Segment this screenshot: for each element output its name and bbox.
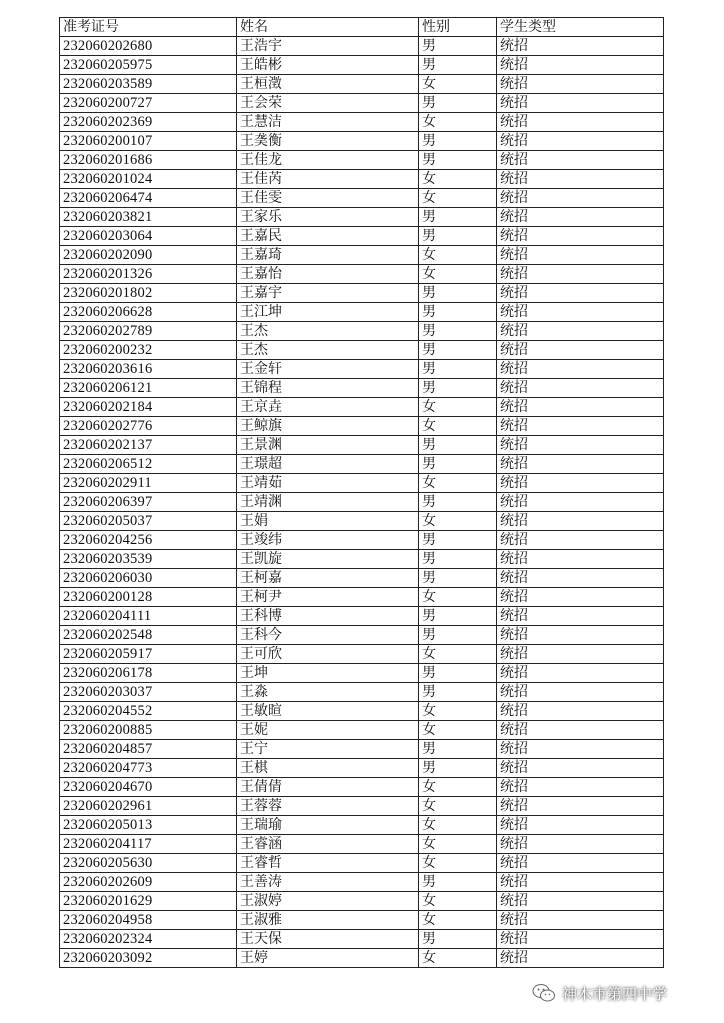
name-cell: 王宁 [237, 740, 419, 759]
gender-cell: 女 [419, 949, 497, 968]
student-type-cell: 统招 [497, 626, 664, 645]
student-type-cell: 统招 [497, 455, 664, 474]
name-cell: 王景渊 [237, 436, 419, 455]
gender-cell: 女 [419, 588, 497, 607]
exam-id-cell: 232060205917 [60, 645, 237, 664]
gender-cell: 男 [419, 759, 497, 778]
gender-cell: 女 [419, 398, 497, 417]
gender-cell: 女 [419, 189, 497, 208]
exam-id-cell: 232060203821 [60, 208, 237, 227]
table-row [60, 360, 664, 379]
table-row [60, 56, 664, 75]
gender-cell: 女 [419, 892, 497, 911]
table-row [60, 284, 664, 303]
table-row [60, 683, 664, 702]
student-type-cell: 统招 [497, 816, 664, 835]
name-cell: 王嘉宇 [237, 284, 419, 303]
student-type-cell: 统招 [497, 873, 664, 892]
name-cell: 王䶮衡 [237, 132, 419, 151]
name-cell: 王家乐 [237, 208, 419, 227]
name-cell: 王妮 [237, 721, 419, 740]
table-row [60, 303, 664, 322]
name-cell: 王竣纬 [237, 531, 419, 550]
table-row [60, 208, 664, 227]
gender-cell: 男 [419, 360, 497, 379]
student-type-cell: 统招 [497, 550, 664, 569]
name-cell: 王淼 [237, 683, 419, 702]
name-cell: 王坤 [237, 664, 419, 683]
exam-id-cell: 232060202789 [60, 322, 237, 341]
student-type-cell: 统招 [497, 246, 664, 265]
name-cell: 王会荣 [237, 94, 419, 113]
gender-cell: 女 [419, 246, 497, 265]
name-cell: 王金轩 [237, 360, 419, 379]
exam-id-cell: 232060206512 [60, 455, 237, 474]
gender-cell: 男 [419, 607, 497, 626]
gender-cell: 男 [419, 132, 497, 151]
gender-cell: 男 [419, 341, 497, 360]
exam-id-cell: 232060202184 [60, 398, 237, 417]
exam-id-cell: 232060206030 [60, 569, 237, 588]
exam-id-cell: 232060202369 [60, 113, 237, 132]
exam-id-cell: 232060203092 [60, 949, 237, 968]
student-type-cell: 统招 [497, 151, 664, 170]
name-cell: 王倩倩 [237, 778, 419, 797]
student-type-cell: 统招 [497, 474, 664, 493]
exam-id-cell: 232060200107 [60, 132, 237, 151]
watermark [532, 980, 667, 1006]
exam-id-cell: 232060203616 [60, 360, 237, 379]
gender-cell: 女 [419, 113, 497, 132]
table-row [60, 37, 664, 56]
student-type-cell: 统招 [497, 56, 664, 75]
table-row [60, 227, 664, 246]
exam-id-cell: 232060200232 [60, 341, 237, 360]
student-type-cell: 统招 [497, 303, 664, 322]
student-type-cell: 统招 [497, 94, 664, 113]
table-row [60, 626, 664, 645]
gender-cell: 男 [419, 322, 497, 341]
student-type-cell: 统招 [497, 189, 664, 208]
table-row [60, 436, 664, 455]
name-cell: 王科今 [237, 626, 419, 645]
student-type-cell: 统招 [497, 778, 664, 797]
name-cell: 王棋 [237, 759, 419, 778]
name-cell: 王瑞瑜 [237, 816, 419, 835]
gender-cell: 女 [419, 75, 497, 94]
header-exam-id: 准考证号 [60, 18, 237, 37]
table-row [60, 930, 664, 949]
table-row [60, 797, 664, 816]
name-cell: 王凯旋 [237, 550, 419, 569]
exam-id-cell: 232060201802 [60, 284, 237, 303]
student-type-cell: 统招 [497, 417, 664, 436]
exam-id-cell: 232060200128 [60, 588, 237, 607]
exam-id-cell: 232060202680 [60, 37, 237, 56]
student-type-cell: 统招 [497, 170, 664, 189]
table-row [60, 873, 664, 892]
exam-id-cell: 232060202324 [60, 930, 237, 949]
exam-id-cell: 232060203539 [60, 550, 237, 569]
student-type-cell: 统招 [497, 949, 664, 968]
student-type-cell: 统招 [497, 208, 664, 227]
exam-id-cell: 232060202548 [60, 626, 237, 645]
gender-cell: 女 [419, 854, 497, 873]
student-type-cell: 统招 [497, 322, 664, 341]
gender-cell: 男 [419, 740, 497, 759]
gender-cell: 女 [419, 265, 497, 284]
name-cell: 王睿涵 [237, 835, 419, 854]
table-row [60, 455, 664, 474]
name-cell: 王江坤 [237, 303, 419, 322]
name-cell: 王淑雅 [237, 911, 419, 930]
name-cell: 王杰 [237, 322, 419, 341]
table-row [60, 550, 664, 569]
student-type-cell: 统招 [497, 436, 664, 455]
gender-cell: 男 [419, 569, 497, 588]
name-cell: 王皓彬 [237, 56, 419, 75]
table-body [60, 37, 664, 968]
gender-cell: 女 [419, 512, 497, 531]
student-type-cell: 统招 [497, 607, 664, 626]
table-row [60, 721, 664, 740]
exam-id-cell: 232060204958 [60, 911, 237, 930]
gender-cell: 男 [419, 664, 497, 683]
exam-id-cell: 232060202137 [60, 436, 237, 455]
gender-cell: 男 [419, 930, 497, 949]
table-row [60, 778, 664, 797]
exam-id-cell: 232060205037 [60, 512, 237, 531]
exam-id-cell: 232060201326 [60, 265, 237, 284]
student-roster-table [59, 17, 664, 968]
student-type-cell: 统招 [497, 341, 664, 360]
student-type-cell: 统招 [497, 113, 664, 132]
gender-cell: 男 [419, 94, 497, 113]
name-cell: 王嘉琦 [237, 246, 419, 265]
exam-id-cell: 232060202911 [60, 474, 237, 493]
student-type-cell: 统招 [497, 588, 664, 607]
gender-cell: 女 [419, 702, 497, 721]
table-row [60, 132, 664, 151]
gender-cell: 女 [419, 816, 497, 835]
exam-id-cell: 232060205013 [60, 816, 237, 835]
name-cell: 王天保 [237, 930, 419, 949]
table-row [60, 94, 664, 113]
student-type-cell: 统招 [497, 284, 664, 303]
student-type-cell: 统招 [497, 360, 664, 379]
name-cell: 王慧洁 [237, 113, 419, 132]
gender-cell: 男 [419, 455, 497, 474]
exam-id-cell: 232060205975 [60, 56, 237, 75]
student-type-cell: 统招 [497, 721, 664, 740]
table-row [60, 949, 664, 968]
exam-id-cell: 232060200885 [60, 721, 237, 740]
exam-id-cell: 232060204552 [60, 702, 237, 721]
gender-cell: 女 [419, 721, 497, 740]
table-row [60, 645, 664, 664]
name-cell: 王佳龙 [237, 151, 419, 170]
gender-cell: 男 [419, 436, 497, 455]
student-type-cell: 统招 [497, 398, 664, 417]
name-cell: 王蓉蓉 [237, 797, 419, 816]
table-row [60, 892, 664, 911]
student-type-cell: 统招 [497, 569, 664, 588]
name-cell: 王嘉民 [237, 227, 419, 246]
gender-cell: 男 [419, 683, 497, 702]
exam-id-cell: 232060203037 [60, 683, 237, 702]
student-type-cell: 统招 [497, 683, 664, 702]
gender-cell: 男 [419, 550, 497, 569]
exam-id-cell: 232060204773 [60, 759, 237, 778]
student-type-cell: 统招 [497, 740, 664, 759]
table-row [60, 474, 664, 493]
name-cell: 王淑婷 [237, 892, 419, 911]
exam-id-cell: 232060202961 [60, 797, 237, 816]
table-row [60, 569, 664, 588]
exam-id-cell: 232060201024 [60, 170, 237, 189]
name-cell: 王鲸旗 [237, 417, 419, 436]
gender-cell: 男 [419, 379, 497, 398]
exam-id-cell: 232060204117 [60, 835, 237, 854]
student-type-cell: 统招 [497, 911, 664, 930]
exam-id-cell: 232060206628 [60, 303, 237, 322]
name-cell: 王璟超 [237, 455, 419, 474]
name-cell: 王嘉怡 [237, 265, 419, 284]
student-type-cell: 统招 [497, 835, 664, 854]
table-row [60, 322, 664, 341]
name-cell: 王柯嘉 [237, 569, 419, 588]
gender-cell: 男 [419, 227, 497, 246]
student-type-cell: 统招 [497, 379, 664, 398]
gender-cell: 男 [419, 626, 497, 645]
table-row [60, 417, 664, 436]
exam-id-cell: 232060202776 [60, 417, 237, 436]
name-cell: 王佳芮 [237, 170, 419, 189]
student-type-cell: 统招 [497, 702, 664, 721]
name-cell: 王桓澂 [237, 75, 419, 94]
student-type-cell: 统招 [497, 892, 664, 911]
gender-cell: 女 [419, 911, 497, 930]
gender-cell: 女 [419, 417, 497, 436]
exam-id-cell: 232060204111 [60, 607, 237, 626]
student-type-cell: 统招 [497, 265, 664, 284]
header-gender: 性别 [419, 18, 497, 37]
table-row [60, 113, 664, 132]
table-row [60, 265, 664, 284]
table-row [60, 512, 664, 531]
header-student-type: 学生类型 [497, 18, 664, 37]
table-row [60, 75, 664, 94]
name-cell: 王靖渊 [237, 493, 419, 512]
table-row [60, 911, 664, 930]
student-type-cell: 统招 [497, 531, 664, 550]
student-type-cell: 统招 [497, 37, 664, 56]
student-type-cell: 统招 [497, 797, 664, 816]
table-row [60, 607, 664, 626]
name-cell: 王婷 [237, 949, 419, 968]
gender-cell: 男 [419, 56, 497, 75]
table-row [60, 379, 664, 398]
table-row [60, 189, 664, 208]
student-type-cell: 统招 [497, 132, 664, 151]
student-type-cell: 统招 [497, 512, 664, 531]
name-cell: 王柯尹 [237, 588, 419, 607]
name-cell: 王可欣 [237, 645, 419, 664]
table-row [60, 816, 664, 835]
exam-id-cell: 232060203589 [60, 75, 237, 94]
gender-cell: 男 [419, 531, 497, 550]
exam-id-cell: 232060206121 [60, 379, 237, 398]
table-row [60, 759, 664, 778]
table-row [60, 341, 664, 360]
table-row [60, 740, 664, 759]
name-cell: 王科博 [237, 607, 419, 626]
gender-cell: 男 [419, 151, 497, 170]
exam-id-cell: 232060204670 [60, 778, 237, 797]
table-row [60, 531, 664, 550]
student-type-cell: 统招 [497, 75, 664, 94]
exam-id-cell: 232060200727 [60, 94, 237, 113]
table-row [60, 588, 664, 607]
gender-cell: 女 [419, 645, 497, 664]
name-cell: 王娟 [237, 512, 419, 531]
name-cell: 王靖茹 [237, 474, 419, 493]
student-type-cell: 统招 [497, 854, 664, 873]
student-type-cell: 统招 [497, 493, 664, 512]
name-cell: 王浩宇 [237, 37, 419, 56]
gender-cell: 男 [419, 493, 497, 512]
exam-id-cell: 232060206178 [60, 664, 237, 683]
gender-cell: 女 [419, 835, 497, 854]
name-cell: 王佳雯 [237, 189, 419, 208]
exam-id-cell: 232060206397 [60, 493, 237, 512]
header-name: 姓名 [237, 18, 419, 37]
name-cell: 王善涛 [237, 873, 419, 892]
gender-cell: 女 [419, 170, 497, 189]
exam-id-cell: 232060202609 [60, 873, 237, 892]
name-cell: 王京垚 [237, 398, 419, 417]
student-type-cell: 统招 [497, 645, 664, 664]
exam-id-cell: 232060204857 [60, 740, 237, 759]
table-row [60, 170, 664, 189]
exam-id-cell: 232060205630 [60, 854, 237, 873]
table-row [60, 151, 664, 170]
watermark-text: 神木市第四中学 [562, 984, 668, 1003]
table-row [60, 702, 664, 721]
student-type-cell: 统招 [497, 759, 664, 778]
exam-id-cell: 232060204256 [60, 531, 237, 550]
gender-cell: 男 [419, 37, 497, 56]
exam-id-cell: 232060201686 [60, 151, 237, 170]
exam-id-cell: 232060206474 [60, 189, 237, 208]
table-row [60, 493, 664, 512]
name-cell: 王睿哲 [237, 854, 419, 873]
student-type-cell: 统招 [497, 930, 664, 949]
name-cell: 王敏暄 [237, 702, 419, 721]
gender-cell: 男 [419, 303, 497, 322]
document-sheet [59, 17, 663, 968]
gender-cell: 女 [419, 474, 497, 493]
table-row [60, 835, 664, 854]
exam-id-cell: 232060201629 [60, 892, 237, 911]
table-row [60, 398, 664, 417]
name-cell: 王锦程 [237, 379, 419, 398]
student-type-cell: 统招 [497, 664, 664, 683]
table-row [60, 664, 664, 683]
gender-cell: 女 [419, 778, 497, 797]
table-row [60, 854, 664, 873]
student-type-cell: 统招 [497, 227, 664, 246]
gender-cell: 女 [419, 797, 497, 816]
table-header-row [60, 18, 664, 37]
gender-cell: 男 [419, 208, 497, 227]
name-cell: 王杰 [237, 341, 419, 360]
gender-cell: 男 [419, 873, 497, 892]
gender-cell: 男 [419, 284, 497, 303]
exam-id-cell: 232060203064 [60, 227, 237, 246]
table-row [60, 246, 664, 265]
wechat-icon [532, 983, 556, 1003]
exam-id-cell: 232060202090 [60, 246, 237, 265]
